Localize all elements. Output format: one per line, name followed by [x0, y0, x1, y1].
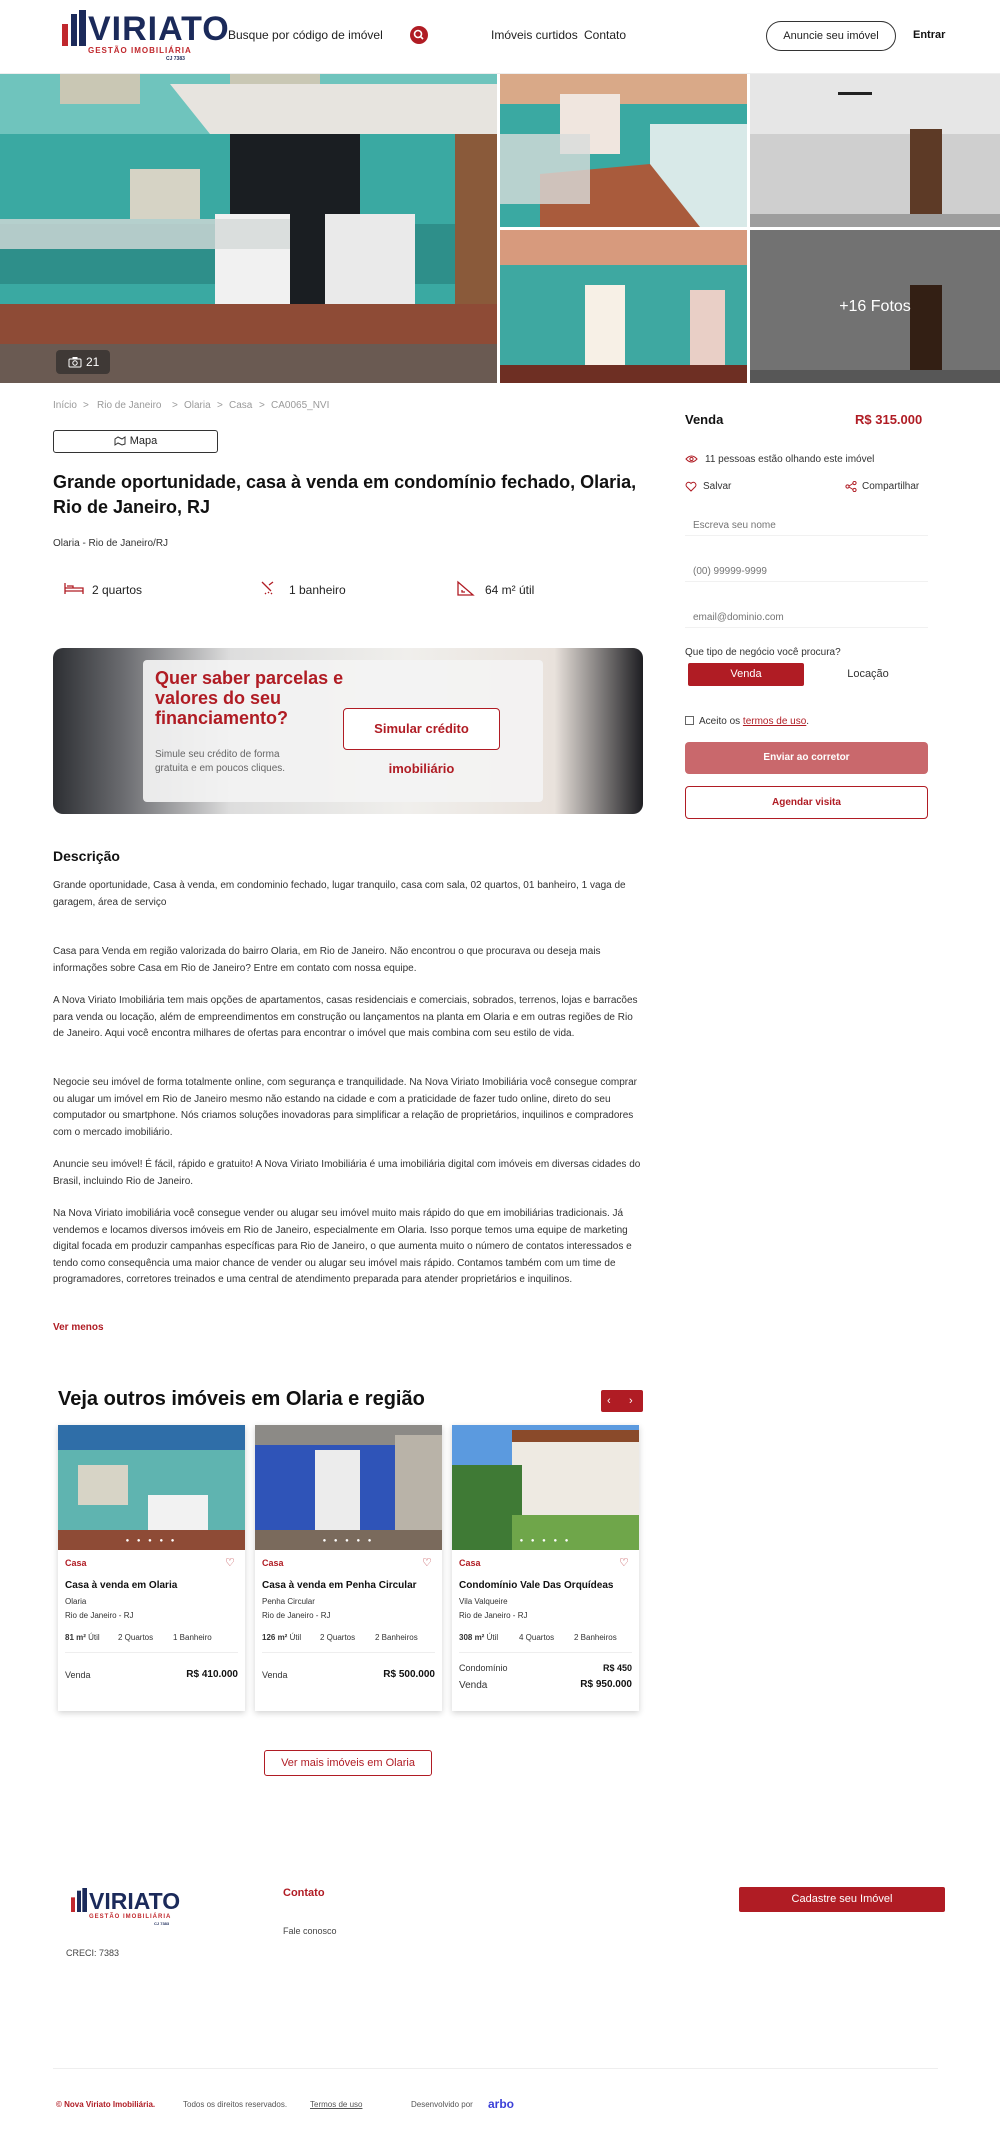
heart-icon[interactable]: ♡	[225, 1557, 235, 1569]
more-photos-overlay[interactable]: +16 Fotos	[750, 230, 1000, 383]
card-condo-label: Condomínio	[459, 1663, 508, 1673]
feature-area: 64 m² útil	[485, 583, 535, 597]
simulate-credit-button[interactable]: Simular crédito imobiliário	[343, 708, 500, 750]
listing-card[interactable]	[452, 1425, 639, 1711]
breadcrumb-type[interactable]: Casa	[229, 400, 253, 411]
phone-input[interactable]	[685, 552, 928, 582]
card-area-unit: Útil	[289, 1633, 302, 1642]
share-icon[interactable]	[845, 481, 857, 492]
carousel-dots: ● ● ● ● ●	[519, 1538, 572, 1544]
photo-count-badge[interactable]	[56, 350, 110, 374]
share-button[interactable]: Compartilhar	[862, 481, 920, 492]
card-condo-fee: R$ 450	[602, 1663, 632, 1673]
card-price-label: Venda	[459, 1680, 488, 1691]
breadcrumb-city[interactable]: Rio de Janeiro	[97, 400, 162, 411]
card-price: R$ 500.000	[383, 1669, 435, 1680]
card-area	[459, 1633, 498, 1642]
card-area	[65, 1633, 100, 1642]
card-title: Condomínio Vale Das Orquídeas	[459, 1580, 614, 1591]
card-city: Rio de Janeiro - RJ	[65, 1611, 134, 1620]
card-area-unit: Útil	[486, 1633, 499, 1642]
description-paragraph: Casa para Venda em região valorizada do bairro Olaria, em Rio de Janeiro. Não encontrou o que procurava ou deseja mais informações sobre Casa em Rio de Janeiro? Entre em contato com nossa equipe.	[53, 946, 601, 974]
card-area	[262, 1633, 301, 1642]
feature-rooms: 2 quartos	[92, 583, 143, 597]
map-icon	[114, 436, 126, 446]
footer-logo-icon[interactable]	[71, 1888, 87, 1912]
divider	[459, 1652, 632, 1653]
breadcrumb-district[interactable]: Olaria	[184, 400, 211, 411]
other-listings-heading: Veja outros imóveis em Olaria e região	[58, 1388, 425, 1410]
footer-dev-prefix: Desenvolvido por	[411, 2100, 473, 2109]
description-paragraph: Na Nova Viriato imobiliária você consegue vender ou alugar seu imóvel muito mais rápido do que em imobiliárias tradicionais. Já vendemos e locamos diversos imóveis em Rio de Janeiro, especialmente em Olaria. Isso porque temos uma equipe de marketing digital focada em produzir campanhas específicas para Rio de Janeiro, o que aumenta muito o número de contatos interessados e tendo como consequência uma maior chance de vender ou alugar seu imóvel mais rápido. Contamos também com um time de programadores, corretores treinados e uma central de atendimento preparada para atender proprietários e inquilinos.	[53, 1208, 632, 1285]
description-paragraph: Grande oportunidade, Casa à venda, em condominio fechado, lugar tranquilo, casa com sala, 02 quartos, 01 banheiro, 1 vaga de garagem, área de serviço	[53, 880, 626, 908]
heart-icon[interactable]: ♡	[619, 1557, 629, 1569]
card-district: Vila Valqueire	[459, 1597, 508, 1606]
bed-icon	[64, 580, 84, 596]
card-city: Rio de Janeiro - RJ	[459, 1611, 528, 1620]
camera-icon	[68, 356, 82, 368]
divider	[262, 1652, 435, 1653]
card-city: Rio de Janeiro - RJ	[262, 1611, 331, 1620]
search-icon	[410, 26, 428, 44]
save-button[interactable]: Salvar	[703, 481, 732, 492]
feature-baths: 1 banheiro	[289, 583, 346, 597]
carousel-dots: ● ● ● ● ●	[322, 1538, 375, 1544]
sale-label: Venda	[685, 412, 724, 427]
finance-title: Quer saber parcelas e valores do seu financiamento?	[155, 668, 344, 728]
login-link[interactable]: Entrar	[913, 29, 946, 41]
finance-banner	[53, 648, 643, 814]
carousel-arrows	[601, 1390, 643, 1412]
map-button[interactable]	[53, 430, 218, 453]
card-district: Penha Circular	[262, 1597, 315, 1606]
description-paragraph: A Nova Viriato Imobiliária tem mais opções de apartamentos, casas residenciais e comerciais, sobrados, terrenos, lojas e barracões para venda ou locação, além de empreendimentos em construção ou lançamentos na planta em Olaria e em outras regiões de Rio de Janeiro. Aqui você encontra milhares de ofertas para encontrar o imóvel que mais combina com seu estilo de vida.	[53, 995, 638, 1039]
card-area-value: 126 m²	[262, 1633, 288, 1642]
viewers-count: 11 pessoas estão olhando este imóvel	[705, 454, 875, 465]
listing-title: Grande oportunidade, casa à venda em condomínio fechado, Olaria, Rio de Janeiro, RJ	[53, 472, 637, 517]
card-title: Casa à venda em Olaria	[65, 1580, 178, 1591]
footer-brand: © Nova Viriato Imobiliária.	[56, 2100, 156, 2109]
terms-prefix: Aceito os	[699, 716, 743, 727]
footer-terms-link[interactable]: Termos de uso	[310, 2100, 363, 2109]
card-photo[interactable]	[255, 1425, 442, 1550]
divider	[53, 2068, 938, 2069]
search-input[interactable]: Busque por código de imóvel	[228, 28, 383, 42]
photo-count: 21	[86, 355, 100, 369]
breadcrumb-home[interactable]: Início	[53, 400, 77, 411]
site-header	[0, 0, 1000, 74]
chevron-left-icon[interactable]: ‹	[607, 1395, 611, 1407]
photo-4[interactable]	[500, 230, 747, 383]
card-price: R$ 410.000	[186, 1669, 238, 1680]
logo-icon[interactable]	[62, 10, 86, 46]
terms-suffix: .	[806, 716, 810, 727]
more-listings-button[interactable]: Ver mais imóveis em Olaria	[264, 1750, 432, 1776]
map-button-label: Mapa	[129, 435, 158, 447]
description-paragraph: Anuncie seu imóvel! É fácil, rápido e gratuito! A Nova Viriato Imobiliária é uma imobiliária digital com imóveis em diversas cidades do Brasil, incluindo Rio de Janeiro.	[53, 1159, 641, 1187]
area-icon	[456, 580, 476, 596]
card-rooms: 4 Quartos	[519, 1633, 555, 1642]
footer-logo-subtitle: GESTÃO IMOBILIÁRIA	[89, 1914, 172, 1920]
card-rooms: 2 Quartos	[320, 1633, 356, 1642]
terms-link[interactable]: termos de uso	[742, 716, 807, 727]
listing-card[interactable]	[255, 1425, 442, 1711]
card-type: Casa	[65, 1558, 87, 1568]
footer-logo-creci: CJ 7383	[154, 1921, 170, 1926]
card-type: Casa	[262, 1558, 284, 1568]
card-price: R$ 950.000	[580, 1679, 632, 1690]
terms-checkbox[interactable]	[685, 716, 694, 725]
card-baths: 2 Banheiros	[574, 1633, 617, 1642]
card-rooms: 2 Quartos	[118, 1633, 154, 1642]
send-to-agent-button[interactable]: Enviar ao corretor	[685, 742, 928, 774]
card-baths: 2 Banheiros	[375, 1633, 418, 1642]
see-less-link[interactable]: Ver menos	[53, 1322, 104, 1333]
card-price-label: Venda	[262, 1670, 288, 1680]
card-title: Casa à venda em Penha Circular	[262, 1580, 417, 1591]
card-area-value: 308 m²	[459, 1633, 485, 1642]
email-input[interactable]	[685, 598, 928, 628]
listing-card[interactable]	[58, 1425, 245, 1711]
card-baths: 1 Banheiro	[173, 1633, 212, 1642]
card-type: Casa	[459, 1558, 481, 1568]
listing-location: Olaria - Rio de Janeiro/RJ	[53, 538, 169, 549]
description-paragraph: Negocie seu imóvel de forma totalmente online, com segurança e tranquilidade. Na Nova Viriato Imobiliária você consegue comprar ou alugar um imóvel em Rio de Janeiro mesmo não estando na cidade e com a praticidade de fazer tudo online, direto do seu computador ou smartphone. Nós criamos soluções inovadoras para simplificar a relação de proprietários, inquilinos e compradores com o mercado imobiliário.	[53, 1077, 638, 1138]
logo-creci: CJ 7383	[166, 56, 185, 62]
business-type-question: Que tipo de negócio você procura?	[685, 647, 841, 658]
heart-icon[interactable]	[685, 481, 697, 492]
eye-icon	[685, 454, 698, 464]
description-heading: Descrição	[53, 848, 120, 864]
option-rent[interactable]: Locação	[847, 668, 889, 680]
main-photo[interactable]	[0, 74, 497, 383]
announce-button[interactable]: Anuncie seu imóvel	[766, 21, 896, 51]
schedule-visit-button[interactable]: Agendar visita	[685, 786, 928, 819]
footer-creci: CRECI: 7383	[66, 1948, 120, 1958]
card-photo[interactable]	[452, 1425, 639, 1550]
footer-contact-link[interactable]: Fale conosco	[283, 1926, 337, 1936]
card-area-unit: Útil	[88, 1633, 100, 1642]
heart-icon[interactable]: ♡	[422, 1557, 432, 1569]
divider	[65, 1652, 238, 1653]
footer-contact-heading: Contato	[283, 1887, 325, 1899]
nav-contact[interactable]: Contato	[584, 28, 627, 42]
shower-icon	[259, 580, 279, 596]
name-input[interactable]	[685, 506, 928, 536]
card-price-label: Venda	[65, 1670, 91, 1680]
sale-price: R$ 315.000	[855, 412, 923, 427]
logo-text[interactable]: VIRIATO	[88, 10, 230, 48]
footer-dev-brand[interactable]: arbo	[488, 2097, 515, 2111]
breadcrumb-code: CA0065_NVI	[271, 400, 330, 411]
register-property-button[interactable]: Cadastre seu Imóvel	[739, 1887, 945, 1912]
option-sale[interactable]: Venda	[688, 663, 804, 686]
footer-logo-text[interactable]: VIRIATO	[89, 1888, 181, 1914]
logo-subtitle: GESTÃO IMOBILIÁRIA	[88, 46, 192, 55]
search-button[interactable]	[410, 26, 428, 44]
card-district: Olaria	[65, 1597, 87, 1606]
footer-rights: Todos os direitos reservados.	[183, 2100, 288, 2109]
card-photo[interactable]	[58, 1425, 245, 1550]
card-area-value: 81 m²	[65, 1633, 86, 1642]
photo-2[interactable]	[500, 74, 747, 227]
carousel-dots: ● ● ● ● ●	[125, 1538, 178, 1544]
nav-liked[interactable]: Imóveis curtidos	[491, 28, 578, 42]
photo-3[interactable]	[750, 74, 1000, 227]
finance-subtitle: Simule seu crédito de forma gratuita e em poucos cliques.	[155, 749, 286, 774]
chevron-right-icon[interactable]: ›	[629, 1395, 633, 1407]
terms-text	[699, 716, 809, 727]
